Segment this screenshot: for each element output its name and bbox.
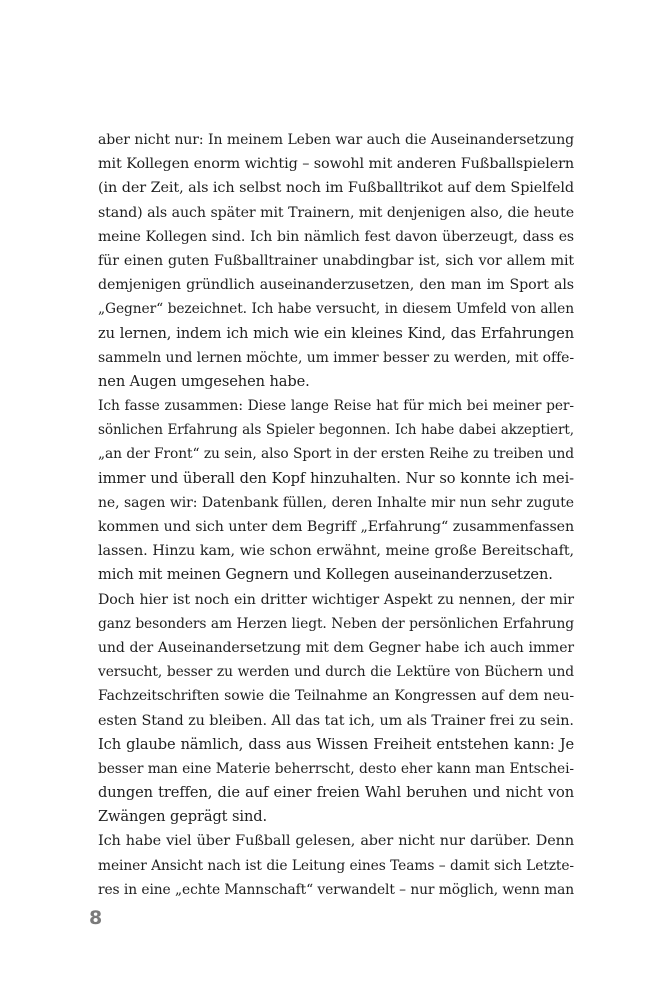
text-line: demjenigen gründlich auseinanderzusetzen, den man im Sport als [98,277,574,294]
text-line: ganz besonders am Herzen liegt. Neben der persönlichen Erfahrung [98,615,574,632]
text-line: für einen guten Fußballtrainer unabdingbar ist, sich vor allem mit [98,252,574,269]
text-line: dungen treffen, die auf einer freien Wahl beruhen und nicht von [98,784,574,802]
text-line: lassen. Hinzu kam, wie schon erwähnt, meine große Bereitschaft, [98,543,574,560]
text-line: mit Kollegen enorm wichtig – sowohl mit anderen Fußballspielern [98,156,575,173]
text-line: ne, sagen wir: Datenbank füllen, deren Inhalte mir nun sehr zugute [98,494,574,511]
text-line: zu lernen, indem ich mich wie ein kleines Kind, das Erfahrungen [98,324,574,342]
text-line: immer und überall den Kopf hinzuhalten. Nur so konnte ich mei- [98,469,574,487]
text-line: Ich habe viel über Fußball gelesen, aber nicht nur darüber. Denn [98,833,574,850]
text-line: meine Kollegen sind. Ich bin nämlich fest davon überzeugt, dass es [98,228,574,245]
text-line: nen Augen umgesehen habe. [98,372,310,390]
text-line: versucht, besser zu werden und durch die Lektüre von Büchern und [98,664,574,681]
text-line: (in der Zeit, als ich selbst noch im Fußballtrikot auf dem Spielfeld [98,180,574,197]
text-line: „an der Front“ zu sein, also Sport in der ersten Reihe zu treiben und [98,446,574,463]
text-line: stand) als auch später mit Trainern, mit denjenigen also, die heute [98,204,574,221]
page-number: 8 [89,907,103,929]
text-line: besser man eine Materie beherrscht, desto eher kann man Entschei- [98,760,574,777]
text-line: res in eine „echte Mannschaft“ verwandelt – nur möglich, wenn man [98,881,574,898]
text-line: aber nicht nur: In meinem Leben war auch die Auseinandersetzung [98,132,574,148]
text-line: Doch hier ist noch ein dritter wichtiger Aspekt zu nennen, der mir [98,591,574,608]
text-line: Ich fasse zusammen: Diese lange Reise hat für mich bei meiner per- [98,398,574,415]
text-line: und der Auseinandersetzung mit dem Gegner habe ich auch immer [98,639,574,656]
text-line: sammeln und lernen möchte, um immer besser zu werden, mit offe- [98,349,574,366]
text-line: meiner Ansicht nach ist die Leitung eines Teams – damit sich Letzte- [98,857,574,874]
text-line: „Gegner“ bezeichnet. Ich habe versucht, in diesem Umfeld von allen [98,301,574,318]
text-line: Zwängen geprägt sind. [98,808,268,826]
text-line: Ich glaube nämlich, dass aus Wissen Freiheit entstehen kann: Je [98,735,574,753]
text-line: Fachzeitschriften sowie die Teilnahme an Kongressen auf dem neu- [98,688,574,705]
text-line: sönlichen Erfahrung als Spieler begonnen. Ich habe dabei akzeptiert, [98,422,574,439]
body-text [98,128,574,902]
text-line: kommen und sich unter dem Begriff „Erfahrung“ zusammenfassen [98,519,574,535]
text-line: mich mit meinen Gegnern und Kollegen auseinanderzusetzen. [98,566,553,584]
text-line: esten Stand zu bleiben. All das tat ich, um als Trainer frei zu sein. [98,712,574,729]
